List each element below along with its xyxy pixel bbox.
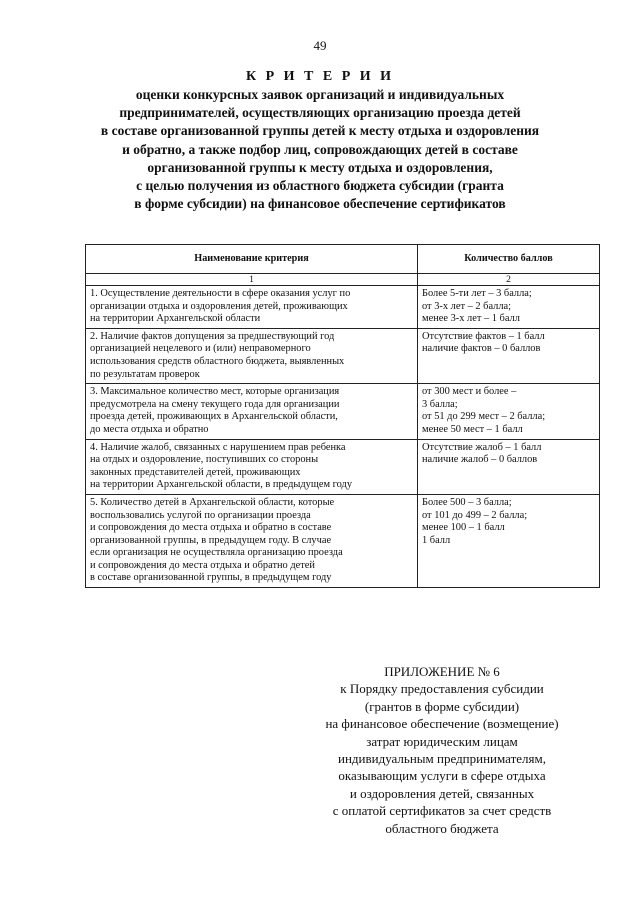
criterion-text: 2. Наличие фактов допущения за предшествующий год [90,330,335,342]
page-number: 49 [313,38,327,53]
points-cell [418,286,600,329]
points-text: 3 балла; [422,398,458,410]
criterion-cell [86,494,418,587]
criterion-text: в составе организованной группы, в предыдущем году [90,572,332,584]
criterion-text: 4. Наличие жалоб, связанных с нарушением прав ребенка [90,441,346,453]
criterion-text: если организация не осуществляла организацию проезда [90,547,343,559]
criterion-cell [86,286,418,329]
criterion-text: на отдых и оздоровление, поступивших со стороны [90,454,319,466]
criterion-text: организации отдыха и оздоровления детей, проживающих [90,300,348,312]
points-text: менее 50 мест – 1 балл [422,423,523,435]
points-text: менее 100 – 1 балл [422,522,505,534]
appendix-line: (грантов в форме субсидии) [364,698,520,714]
appendix-line: на финансовое обеспечение (возмещение) [325,716,559,732]
criteria-table [85,244,600,588]
appendix-line: индивидуальным предпринимателям, [338,751,546,767]
points-text: менее 3-х лет – 1 балл [422,313,520,325]
appendix-line: затрат юридическим лицам [366,733,518,749]
appendix-line: с оплатой сертификатов за счет средств [332,803,552,819]
criterion-text: на территории Архангельской области [90,313,261,325]
title-line: предпринимателей, осуществляющих организацию проезда детей [119,105,521,121]
table-header-row [86,245,600,274]
appendix-line: оказывающим услуги в сфере отдыха [338,768,546,784]
appendix-line: и оздоровления детей, связанных [349,785,535,801]
appendix-line: областного бюджета [385,820,499,836]
title-heading: К Р И Т Е Р И И [245,69,395,84]
criterion-text: на территории Архангельской области, в предыдущем году [90,479,353,491]
table-row [86,494,600,587]
title-line: организованной группы к месту отдыха и оздоровления, [147,159,493,175]
table-row [86,384,600,439]
points-cell [418,328,600,383]
appendix-line: к Порядку предоставления субсидии [340,681,544,697]
points-text: 1 балл [422,534,451,546]
header-criterion-name: Наименование критерия [86,245,418,274]
criterion-text: законных представителей детей, проживающих [90,466,301,478]
points-text: Более 500 – 3 балла; [422,496,512,508]
criterion-text: 1. Осуществление деятельности в сфере оказания услуг по [90,288,351,299]
table-row [86,286,600,329]
points-cell [418,384,600,439]
column-number: 2 [418,274,600,286]
criterion-text: воспользовались услугой по организации проезда [90,509,311,521]
criterion-cell [86,439,418,494]
criterion-text: по результатам проверок [90,368,200,380]
criterion-text: и сопровождения до места отдыха и обратно в составе [90,522,332,534]
title-line: в составе организованной группы детей к месту отдыха и оздоровления [100,123,540,139]
points-text: наличие жалоб – 0 баллов [422,454,538,466]
criterion-cell [86,384,418,439]
column-number: 1 [86,274,418,286]
points-text: Отсутствие фактов – 1 балл [422,330,545,342]
points-text: от 101 до 499 – 2 балла; [422,509,528,521]
points-text: от 3-х лет – 2 балла; [422,300,512,312]
points-text: от 51 до 299 мест – 2 балла; [422,411,546,423]
criterion-text: 3. Максимальное количество мест, которые организация [90,386,340,398]
points-text: от 300 мест и более – [422,386,517,398]
criterion-text: предусмотрела на смену текущего года для организации [90,398,340,410]
title-line: в форме субсидии) на финансовое обеспечение сертификатов [134,196,506,212]
title-line: оценки конкурсных заявок организаций и индивидуальных [135,87,505,102]
points-text: Более 5-ти лет – 3 балла; [422,288,532,299]
criterion-text: до места отдыха и обратно [90,423,209,435]
points-cell [418,439,600,494]
criterion-text: и сопровождения до места отдыха и обратно детей [90,559,315,571]
criterion-text: организованной группы, в предыдущем году. В случае [90,534,332,546]
criterion-cell [86,328,418,383]
criterion-text: организацией нецелевого и (или) неправомерного [90,343,311,355]
criterion-text: проезда детей, проживающих в Архангельской области, [90,411,338,423]
header-points: Количество баллов [418,245,600,274]
criterion-text: использования средств областного бюджета, выявленных [90,355,345,367]
appendix-note [292,663,592,837]
appendix-title: ПРИЛОЖЕНИЕ № 6 [384,664,500,679]
title-line: с целью получения из областного бюджета субсидии (гранта [136,178,504,194]
column-number-row [86,274,600,286]
points-cell [418,494,600,587]
title-line: и обратно, а также подбор лиц, сопровождающих детей в составе [122,141,518,157]
points-text: наличие фактов – 0 баллов [422,343,541,355]
table-row [86,328,600,383]
document-title [60,68,580,213]
criterion-text: 5. Количество детей в Архангельской области, которые [90,496,335,508]
points-text: Отсутствие жалоб – 1 балл [422,441,542,453]
table-row [86,439,600,494]
